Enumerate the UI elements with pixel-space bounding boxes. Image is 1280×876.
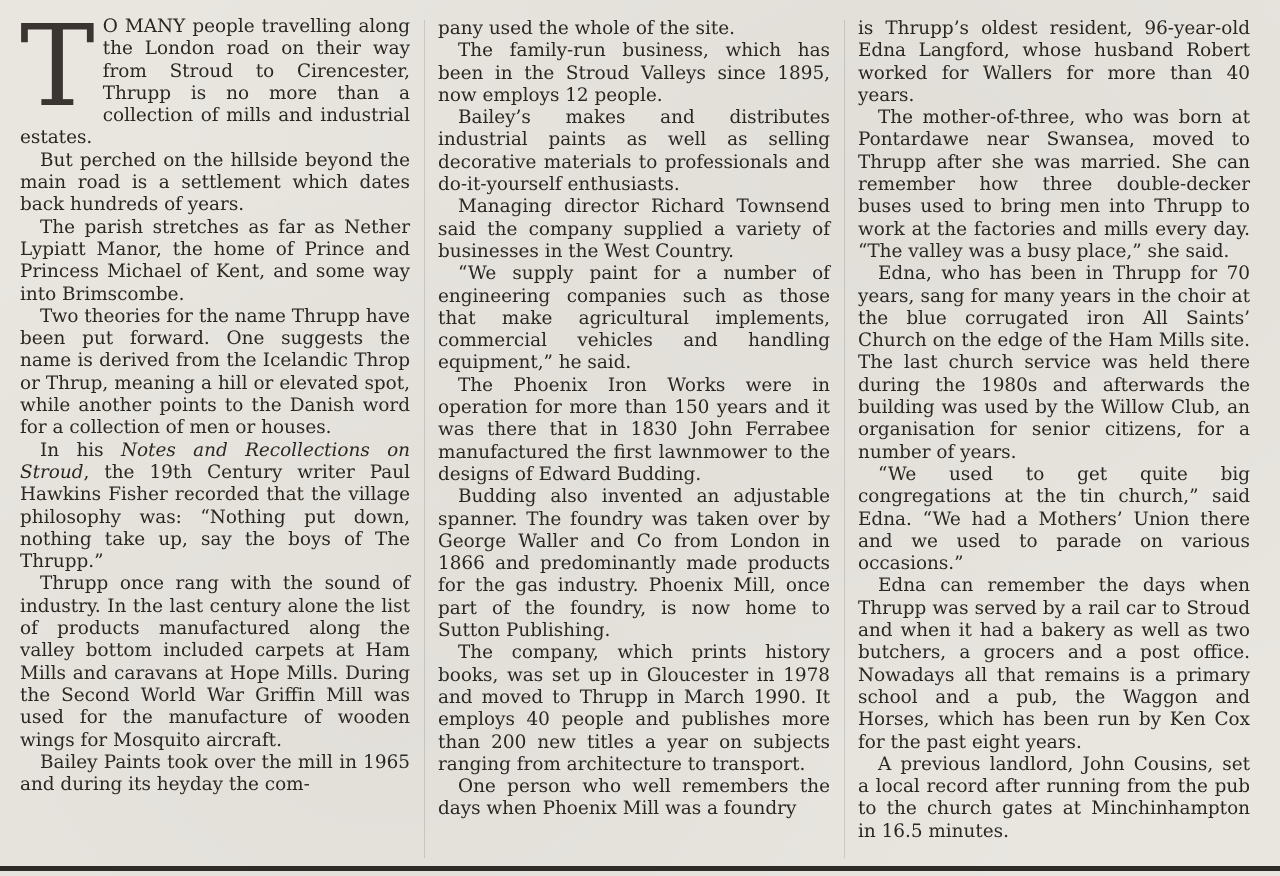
article-column-3 <box>858 18 1250 843</box>
paragraph-text: The parish stretches as far as Nether Lypiatt Manor, the home of Prince and Princess Michael of Kent, and some way into Brimscombe. <box>20 216 410 305</box>
paragraph <box>858 754 1250 843</box>
paragraph <box>438 196 830 263</box>
book-title: Notes and Recollections on Stroud <box>20 439 411 483</box>
paragraph-text: The mother-of-three, who was born at Pontardawe near Swansea, moved to Thrupp after she was married. She can remember how three double-decker buses used to bring men into Thrupp to work at the factories and mills every day. “The valley was a busy place,” she said. <box>858 107 1250 262</box>
paragraph-text: Bailey Paints took over the mill in 1965 and during its heyday the com- <box>20 751 410 796</box>
paragraph-text: Bailey’s makes and distributes industrial paints as well as selling decorative materials to professionals and do-it-yourself enthusiasts. <box>438 107 830 196</box>
paragraph <box>438 486 830 642</box>
paragraph <box>20 440 410 574</box>
paragraph <box>858 575 1250 753</box>
paragraph <box>20 217 410 306</box>
paragraph <box>20 306 410 440</box>
paragraph-text: “We supply paint for a number of engineering companies such as those that make agricultural implements, commercial vehicles and handling equipment,” he said. <box>438 263 830 374</box>
paragraph-text: Budding also invented an adjustable spanner. The foundry was taken over by George Waller and Co from London in 1866 and predominantly made products for the gas industry. Phoenix Mill, once part of the foundry, is now home to Sutton Publishing. <box>438 486 830 642</box>
paragraph <box>858 18 1250 107</box>
paragraph <box>438 40 830 107</box>
column-divider <box>424 20 425 858</box>
paragraph <box>438 263 830 374</box>
paragraph <box>438 642 830 776</box>
paragraph-text: One person who well remembers the days when Phoenix Mill was a foundry <box>438 776 830 820</box>
paragraph <box>438 776 830 821</box>
paragraph-text: , the 19th Century writer Paul Hawkins Fisher recorded that the village philosophy was: “Nothing put down, nothing take up, say the boys of The Thrupp.” <box>20 461 410 573</box>
column-divider <box>844 20 845 858</box>
paragraph-text: A previous landlord, John Cousins, set a local record after running from the pub to the church gates at Minchinhampton in 16.5 minutes. <box>858 753 1250 842</box>
paragraph <box>20 150 410 217</box>
paragraph <box>858 464 1250 575</box>
paragraph <box>20 752 410 797</box>
paragraph-text: But perched on the hillside beyond the main road is a settlement which dates back hundreds of years. <box>20 149 410 216</box>
paragraph <box>858 263 1250 464</box>
article-column-1 <box>20 2 411 796</box>
paragraph-text: Two theories for the name Thrupp have been put forward. One suggests the name is derived from the Icelandic Throp or Thrup, meaning a hill or elevated spot, while another points to the Danish word for a collection of men or houses. <box>20 305 410 439</box>
paragraph-text: The family-run business, which has been in the Stroud Valleys since 1895, now employs 12 people. <box>438 40 830 106</box>
paragraph-text: “We used to get quite big congregations at the tin church,” said Edna. “We had a Mothers’ Union there and we used to parade on various occasions.” <box>858 463 1250 575</box>
paragraph-text: The company, which prints history books, was set up in Gloucester in 1978 and moved to Thrupp in March 1990. It employs 40 people and publishes more than 200 new titles a year on subjects ranging from architecture to transport. <box>438 642 830 775</box>
paragraph-text: In his <box>40 439 121 461</box>
paragraph-text: O MANY people travelling along the London road on their way from Stroud to Cirencester, Thrupp is no more than a collection of mills and industrial estates. <box>20 16 410 149</box>
paragraph <box>20 573 410 751</box>
paragraph-text: is Thrupp’s oldest resident, 96-year-old Edna Langford, whose husband Robert worked for Wallers for more than 40 years. <box>858 18 1250 106</box>
paragraph-text: Edna can remember the days when Thrupp was served by a rail car to Stroud and when it had a bakery as well as two butchers, a grocers and a post office. Nowadays all that remains is a primary school and a pub, the Waggon and Horses, which has been run by Ken Cox for the past eight years. <box>858 575 1250 753</box>
paragraph <box>438 375 830 486</box>
article-column-2 <box>438 18 830 821</box>
bottom-rule <box>0 866 1280 871</box>
paragraph <box>438 107 830 196</box>
paragraph-text: pany used the whole of the site. <box>438 18 735 39</box>
lead-paragraph <box>20 2 410 150</box>
paragraph-text: Managing director Richard Townsend said the company supplied a variety of businesses in the West Country. <box>438 196 830 262</box>
paragraph-text: Thrupp once rang with the sound of industry. In the last century alone the list of products manufactured along the valley bottom included carpets at Ham Mills and caravans at Hope Mills. During the Second World War Griffin Mill was used for the manufacture of wooden wings for Mosquito aircraft. <box>20 573 410 751</box>
drop-cap: T <box>20 2 95 132</box>
paragraph <box>858 107 1250 263</box>
paragraph <box>438 18 830 40</box>
paragraph-text: The Phoenix Iron Works were in operation for more than 150 years and it was there that in 1830 John Ferrabee manufactured the first lawnmower to the designs of Edward Budding. <box>438 374 830 485</box>
paragraph-text: Edna, who has been in Thrupp for 70 years, sang for many years in the choir at the blue corrugated iron All Saints’ Church on the edge of the Ham Mills site. The last church service was held there during the 1980s and afterwards the building was used by the Willow Club, an organisation for senior citizens, for a number of years. <box>858 263 1250 463</box>
